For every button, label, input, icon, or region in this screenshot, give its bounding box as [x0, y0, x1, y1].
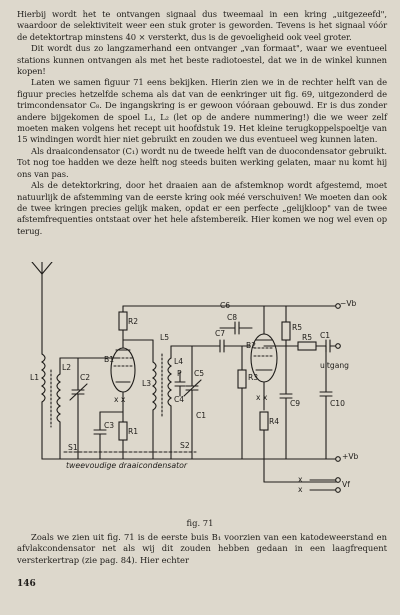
label-s1: S1 [68, 443, 78, 452]
capacitor-c7 [220, 340, 224, 352]
label-l4: L4 [174, 357, 184, 366]
label-minus-vb: −Vb [340, 299, 357, 308]
label-s2: S2 [180, 441, 190, 450]
label-c4: C4 [174, 395, 185, 404]
label-uitgang: uitgang [320, 361, 350, 370]
label-r3: R3 [248, 373, 259, 382]
label-l3: L3 [142, 379, 152, 388]
label-vf: Vf [342, 480, 350, 489]
paragraph: Dit wordt dus zo langzamerhand een ontvanger „van formaat", waar we eventueel stations kunnen ontvangen als met het beste radiotoestel, dat we in de winkel kunnen kopen! [17, 43, 387, 77]
label-c10: C10 [330, 399, 345, 408]
resistor-r4 [260, 412, 268, 430]
resistor-r1 [119, 422, 127, 440]
paragraph: Als de detektorkring, door het draaien aan de afstemknop wordt afgestemd, moet natuurlijk de afstemming van de eerste kring ook méé verschuiven! We moeten dan ook de twee kringen precies gelijk maken, opdat er een perfecte „gelijkloop" van de twee afstemfrequenties ontstaat over het hele afstembereik. Hier komen we nog wel even op terug. [17, 180, 387, 236]
label-c7: C7 [215, 329, 226, 338]
circuit-diagram [20, 262, 365, 504]
label-c5: C5 [194, 369, 205, 378]
label-r4: R4 [269, 417, 280, 426]
paragraph: Zoals we zien uit fig. 71 is de eerste buis B₁ voorzien van een katodeweerstand en afvlakcondensator net als wij dit zouden hebben gedaan in een laagfrequent versterkertrap (zie pag. 84). Hier echter [17, 532, 387, 565]
label-b1: B1 [104, 355, 115, 364]
label-c1b: C1 [196, 411, 207, 420]
label-r5-series: R5 [302, 333, 313, 342]
label-r5: R5 [292, 323, 303, 332]
label-tweevoudige: tweevoudige draaicondensator [66, 461, 188, 470]
figure-caption: fig. 71 [186, 518, 214, 528]
paragraph: Hierbij wordt het te ontvangen signaal dus tweemaal in een kring „uitgezeefd", waardoor de selektiviteit weer een stuk groter is geworden. Tevens is het signaal vóór de detektortrap minstens 40 × versterkt, dus is de gevoeligheid ook veel groter. [17, 9, 387, 42]
resistor-r3 [238, 370, 246, 388]
label-l2: L2 [62, 363, 72, 372]
paragraph: Laten we samen figuur 71 eens bekijken. Hierin zien we in de rechter helft van de figuur precies hetzelfde schema als dat van de eenkringer uit fig. 69, uitgezonderd de trimcondensator C₈. De ingangskring is er gewoon vóóraan gebouwd. Er is dus zonder andere bijgekomen de spoel L₁, L₂ (let op de andere nummering!) die we weer zelf moeten maken volgens het recept uit hoofdstuk 19. Het kleine terugkoppelspoeltje van 15 windingen wordt hier niet gebruikt en zouden we dus eventueel weg kunnen laten. [17, 77, 387, 145]
label-p: P [177, 369, 182, 378]
label-x1: x [298, 475, 303, 484]
label-plus-vb: +Vb [342, 452, 359, 461]
label-x2: x [298, 485, 303, 494]
label-c3: C3 [104, 421, 115, 430]
label-l1: L1 [30, 373, 40, 382]
label-c9: C9 [290, 399, 301, 408]
label-xx1: x x [114, 395, 126, 404]
resistor-r5 [282, 322, 290, 340]
label-r1: R1 [128, 427, 139, 436]
resistor-r5-series [298, 342, 316, 350]
page-number: 146 [17, 579, 36, 589]
label-c2: C2 [80, 373, 91, 382]
continuation-text [17, 532, 387, 566]
label-xx2: x x [256, 393, 268, 402]
resistor-r2 [119, 312, 127, 330]
label-c1: C1 [320, 331, 331, 340]
body-text [17, 9, 387, 237]
paragraph: Als draaicondensator (C₁) wordt nu de tweede helft van de duocondensator gebruikt. Tot nog toe hadden we deze helft nog steeds buiten werking gelaten, maar nu komt hij ons van pas. [17, 145, 387, 179]
label-r2: R2 [128, 317, 139, 326]
antenna-symbol [32, 262, 52, 302]
label-l5: L5 [160, 333, 170, 342]
label-c8: C8 [227, 313, 238, 322]
label-b2: B2 [246, 341, 257, 350]
label-c6: C6 [220, 301, 231, 310]
